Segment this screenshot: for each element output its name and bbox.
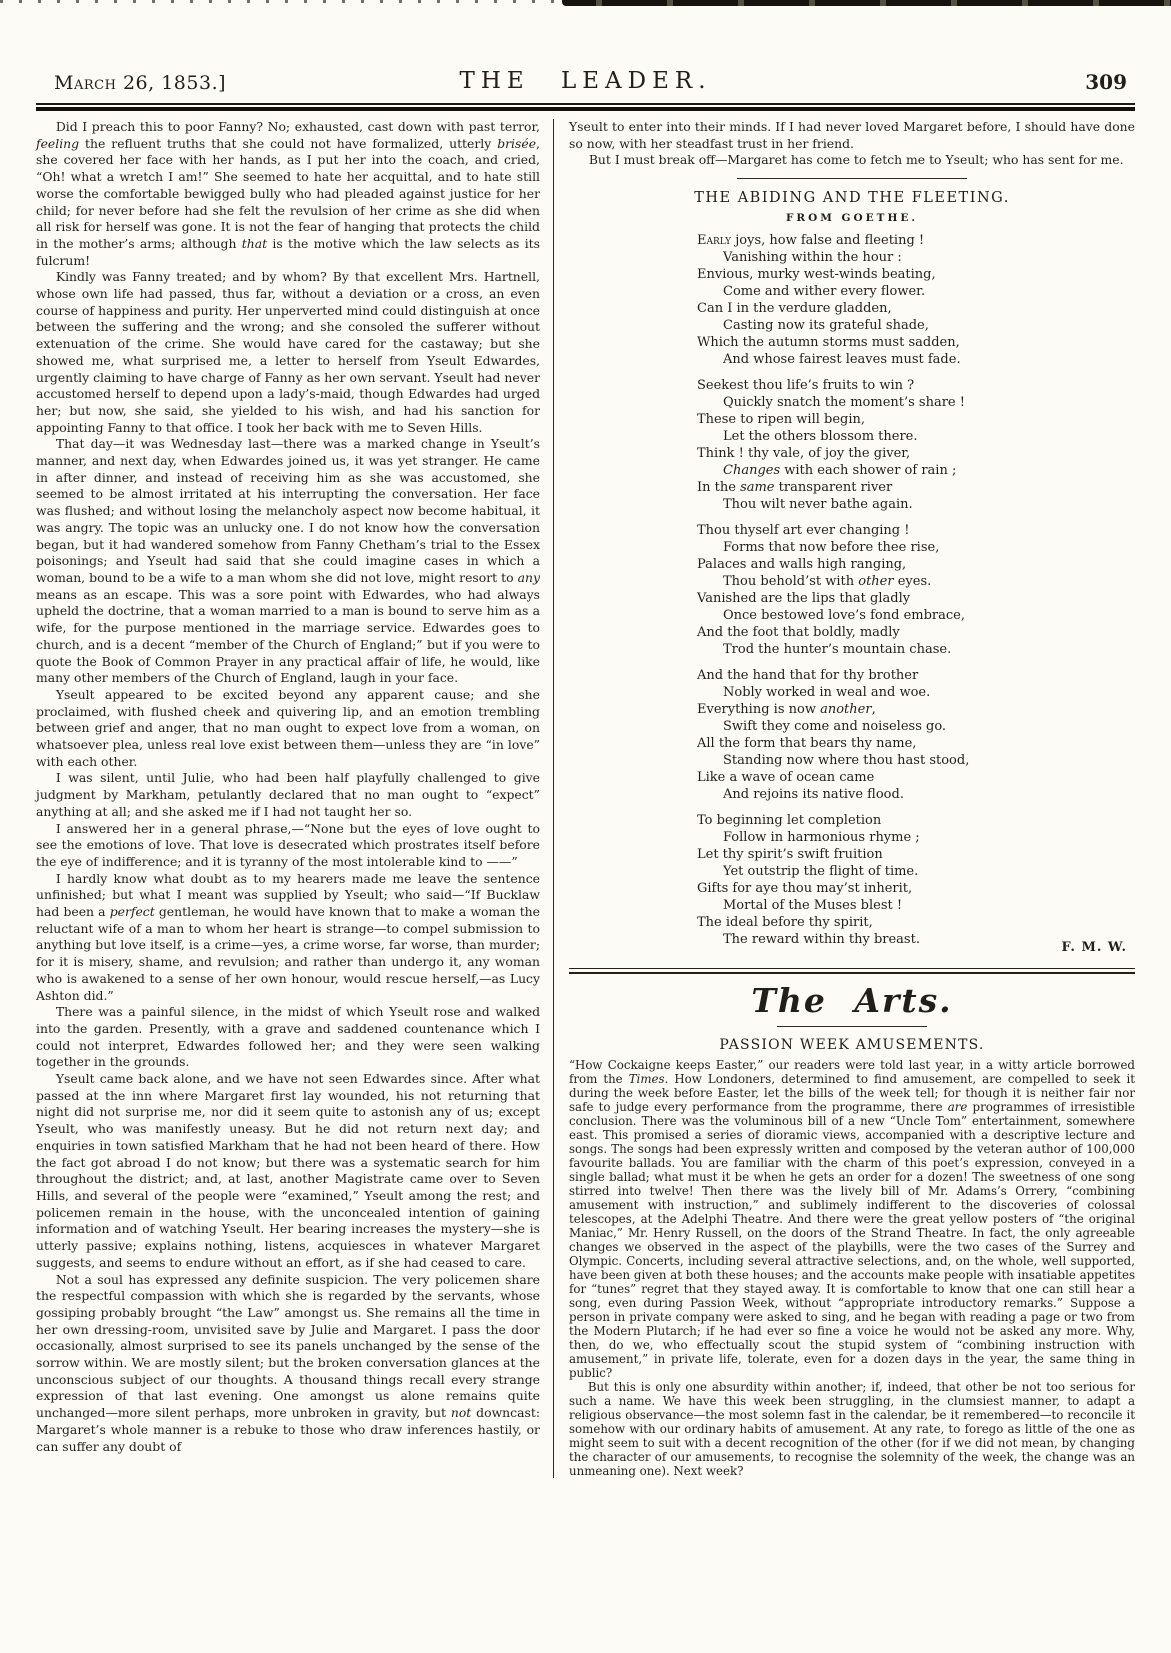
poem-line: Mortal of the Muses blest !	[723, 898, 903, 914]
page-number: 309	[1085, 70, 1127, 94]
poem-line: Like a wave of ocean came	[697, 770, 875, 786]
poem-line: Swift they come and noiseless go.	[723, 719, 947, 735]
section-double-rule	[569, 968, 1135, 974]
poem-line: Changes with each shower of rain ;	[723, 463, 957, 479]
poem-section	[569, 190, 1135, 955]
poem-stanza	[697, 232, 1135, 368]
poem-line: These to ripen will begin,	[697, 412, 866, 428]
article-paragraph: “How Cockaigne keeps Easter,” our readers were told last year, in a witty article borrowed from the Times. How Londoners, determined to find amusement, are compelled to seek it during the week before Easter, let the bills of the week tell; for though it is neither fair nor safe to judge every performance from the programme, there are programmes of irresistible conclusion. There was the voluminous bill of a new “Uncle Tom” entertainment, somewhere east. This promised a series of dioramic views, accompanied with a descriptive lecture and songs. The songs had been expressly written and composed by the veteran author of 100,000 favourite ballads. You are familiar with the charm of this poet’s expression, conveyed in a single ballad; what must it be when he gets an order for a dozen! The sweetness of one song stirred into twelve! Then there was the lively bill of Mr. Adams’s Orrery, “combining amusement with instruction,” and sublimely indifferent to the discoveries of colossal telescopes, at the Adelphi Theatre. And there were the great yellow posters of “the original Maniac,” Mr. Henry Russell, on the doors of the Strand Theatre. In fact, the only agreeable changes we observed in the aspect of the playbills, were the two cases of the Surrey and Olympic. Concerts, including several attractive selections, and, on the whole, well supported, have been given at both these houses; and the accounts make people with insatiable appetites for “tunes” regret that they stayed away. It is comfortable to know that one can still hear a song, even during Passion Week, without “appropriate introductory remarks.” Suppose a person in private company were asked to sing, and he began with reading a page or two from the Modern Plutarch; if he had ever so fine a voice he would not be asked any more. Why, then, do we, who effectually scout the stupid system of “combining instruction with amusement,” in private life, tolerate, even for a dozen days in the year, the same thing in public?	[569, 1058, 1135, 1381]
poem-attribution: FROM GOETHE.	[785, 212, 919, 225]
article-body	[569, 1058, 1135, 1478]
story-paragraph: That day—it was Wednesday last—there was a marked change in Yseult’s manner, and next day, when Edwardes joined us, it was yet stranger. He came in after dinner, and instead of receiving him as she was accustomed, she seemed to be almost irritated at his interrupting the conversation. Her face was flushed; and without losing the melancholy aspect now become habitual, it was angry. The topic was an unlucky one. I do not know how the conversation began, but it had wandered somehow from Fanny Chetham’s trial to the Essex poisonings; and Yseult had said that she could imagine cases in which a woman, bound to be a wife to a man whom she did not love, might resort to any means as an escape. This was a sore point with Edwardes, who had always upheld the doctrine, that a woman married to a man is bound to serve him as a wife, for the purpose mentioned in the marriage service. Edwardes goes to church, and is a decent “member of the Church of England;” but if you were to quote the Book of Common Prayer in any practical affair of life, he would, like many other members of the Church of England, laugh in your face.	[36, 436, 540, 686]
poem-line: The ideal before thy spirit,	[697, 915, 873, 931]
article-paragraph: But this is only one absurdity within another; if, indeed, that other be not too serious for such a name. We have this week been struggling, in the clumsiest manner, to adapt a religious observance—the most solemn fast in the calendar, be it remembered—to reconcile it somehow with our ordinary habits of amusement. At any rate, to forego as little of the one as might seem to suit with a decent recognition of the other (for if we did not mean, by changing the character of our amusements, to recognise the solemnity of the week, the change was an unmeaning one). Next week?	[569, 1380, 1135, 1479]
poem-body	[697, 232, 1135, 948]
poem-line: Standing now where thou hast stood,	[723, 753, 970, 769]
poem-line: Think ! thy vale, of joy the giver,	[697, 446, 911, 462]
poem-line: Trod the hunter’s mountain chase.	[723, 642, 952, 658]
story-continuation	[569, 119, 1135, 169]
poem-line: And whose fairest leaves must fade.	[723, 352, 961, 368]
poem-title: THE ABIDING AND THE FLEETING.	[694, 190, 1010, 207]
story-paragraph: I answered her in a general phrase,—“None but the eyes of love ought to see the emotions of love. That love is desecrated which prostrates itself before the eye of indifference; and it is tyranny of the most intolerable kind to ——”	[36, 820, 540, 869]
story-paragraph: Yseult to enter into their minds. If I had never loved Margaret before, I should have done so now, with her steadfast trust in her friend.	[569, 119, 1135, 151]
poem-line: Thou thyself art ever changing !	[697, 523, 910, 539]
right-column	[554, 119, 1135, 1478]
poem-line: Let thy spirit’s swift fruition	[697, 847, 883, 863]
poem-line: Once bestowed love’s fond embrace,	[723, 608, 965, 624]
header-double-rule	[36, 103, 1135, 111]
masthead	[38, 60, 1133, 94]
poem-line: Vanished are the lips that gladly	[697, 591, 911, 607]
poem-line: And the hand that for thy brother	[697, 668, 919, 684]
story-paragraph: But I must break off—Margaret has come to fetch me to Yseult; who has sent for me.	[588, 152, 1124, 168]
poem-line: And the foot that boldly, madly	[697, 625, 900, 641]
poem-line: Follow in harmonious rhyme ;	[723, 830, 920, 846]
issue-date: March 26, 1853.]	[54, 72, 227, 94]
story-paragraph: Did I preach this to poor Fanny? No; exhausted, cast down with past terror, feeling the refluent truths that she could not have formalized, utterly brisée, she covered her face with her hands, as I put her into the coach, and cried, “Oh! what a wretch I am!” She seemed to hate her acquittal, and to hate still worse the comfortable bewigged bully who had pleaded against justice for her child; for never before had she felt the revulsion of her crime as she did when all risk for herself was gone. It is not the fear of hanging that protects the child in the mother’s arms; although that is the motive which the law selects as its fulcrum!	[36, 119, 541, 268]
story-paragraph: Yseult appeared to be excited beyond any apparent cause; and she proclaimed, with flushed cheek and quivering lip, and an emotion trembling between grief and anger, that no man ought to expect love from a woman, on whatsoever plea, unless real love exist between them—unless they are “in love” with each other.	[36, 686, 540, 769]
story-paragraph: I hardly know what doubt as to my hearers made me leave the sentence unfinished; but what I meant was supplied by Yseult; who said—“If Bucklaw had been a perfect gentleman, he would have known that to make a woman the reluctant wife of a man to whom her heart is strange—to compel submission to anything but love itself, is a crime—yes, a crime worse, far worse, than murder; for it is misery, shame, and revulsion; and rather than undergo it, any woman who is awakened to a sense of her own honour, would rescue herself,—as Lucy Ashton did.”	[36, 870, 540, 1003]
poem-line: Let the others blossom there.	[723, 429, 918, 445]
poem-line: Seekest thou life’s fruits to win ?	[697, 378, 915, 394]
poem-line: Quickly snatch the moment’s share !	[723, 395, 965, 411]
poem-stanza	[697, 812, 1135, 948]
poem-line: Vanishing within the hour :	[723, 250, 902, 266]
poem-line: Early joys, how false and fleeting !	[697, 233, 925, 249]
poem-line: And rejoins its native flood.	[723, 787, 904, 803]
poem-line: Nobly worked in weal and woe.	[723, 685, 931, 701]
poem-line: To beginning let completion	[697, 813, 882, 829]
poem-line: All the form that bears thy name,	[697, 736, 917, 752]
poem-line: Everything is now another,	[697, 702, 876, 718]
poem-line: Envious, murky west-winds beating,	[697, 267, 936, 283]
poem-line: In the same transparent river	[697, 480, 893, 496]
poem-line: Palaces and walls high ranging,	[697, 557, 907, 573]
left-column	[36, 119, 553, 1478]
story-paragraph: There was a painful silence, in the midst of which Yseult rose and walked into the garden. Presently, with a grave and saddened countenance which I could not interpret, Edwardes followed her; and they were seen walking together in the grounds.	[36, 1004, 540, 1070]
story-paragraph: Not a soul has expressed any definite suspicion. The very policemen share the respectful compassion with which she is regarded by the servants, whose gossiping probably brought “the Law” amongst us. She remains all the time in her own dressing-room, unvisited save by Julie and Margaret. I pass the door occasionally, almost surprised to see its panels unchanged by the sense of the sorrow within. We are mostly silent; but the broken conversation glances at the unconscious subject of our thoughts. A thousand things recall every strange expression of that last evening. One amongst us alone remains quite unchanged—more silent perhaps, more unbroken in gravity, but not downcast: Margaret’s whole manner is a rebuke to those who draw inferences hastily, or can suffer any doubt of	[36, 1271, 540, 1454]
poem-line: Thou wilt never bathe again.	[723, 497, 913, 513]
poem-line: Casting now its grateful shade,	[723, 318, 929, 334]
poem-line: Come and wither every flower.	[723, 284, 926, 300]
story-paragraph: I was silent, until Julie, who had been half playfully challenged to give judgment by Markham, petulantly declared that no man ought to “expect” anything at all; and she asked me if I had not taught her so.	[36, 770, 540, 819]
poem-line: Can I in the verdure gladden,	[697, 301, 892, 317]
masthead-title: THE LEADER.	[459, 68, 712, 94]
poem-line: Yet outstrip the flight of time.	[723, 864, 919, 880]
poem-line: The reward within thy breast.	[723, 932, 920, 948]
text-columns	[36, 119, 1135, 1478]
story-paragraph: Kindly was Fanny treated; and by whom? By that excellent Mrs. Hartnell, whose own life had passed, thus far, without a deviation or a cross, an even course of happiness and purity. Her unperverted mind could distinguish at once between the suffering and the wrong; and she consoled the sufferer without extenuation of the crime. She would have cared for the castaway; but she showed me, what surprised me, a letter to herself from Yseult Edwardes, urgently claiming to have charge of Fanny as her own servant. Yseult had never accustomed herself to depend upon a lady’s-maid, though Edwardes had urged her; but now, she said, she yielded to his wish, and had his sanction for appointing Fanny to that office. I took her back with me to Seven Hills.	[36, 269, 540, 435]
poem-stanza	[697, 667, 1135, 803]
poem-stanza	[697, 522, 1135, 658]
scan-torn-edge	[0, 0, 1171, 7]
story-paragraph: Yseult came back alone, and we have not seen Edwardes since. After what passed at the inn where Margaret first lay wounded, his not returning that night did not surprise me, nor did it seem quite to astonish any of us; except Yseult, who was manifestly uneasy. But he did not return next day; and enquiries in town satisfied Markham that he had not been heard of there. How the fact got abroad I do not know; but there was a systematic search for him throughout the district; and, at last, another Magistrate came over to Seven Hills, and several of the people were “examined,” Yseult among the rest; and policemen remain in the house, with the unconcealed intention of gaining information and of watching Yseult. Her bearing increases the mystery—she is utterly passive; explains nothing, listens, acquiesces in whatever Margaret suggests, and seems to endure without an effort, as if she had ceased to care.	[36, 1071, 540, 1270]
poem-line: Forms that now before thee rise,	[723, 540, 940, 556]
arts-header-rule	[777, 1026, 927, 1027]
article-title: PASSION WEEK AMUSEMENTS.	[719, 1037, 985, 1054]
poem-line: Gifts for aye thou may’st inherit,	[697, 881, 913, 897]
poem-stanza	[697, 377, 1135, 513]
arts-section-header: The Arts.	[751, 981, 953, 1021]
poem-line: Which the autumn storms must sadden,	[697, 335, 960, 351]
poem-line: Thou behold’st with other eyes.	[723, 574, 932, 590]
poem-signature: F. M. W.	[1061, 940, 1127, 956]
scan-torn-edge-right	[562, 0, 1171, 6]
section-rule	[737, 178, 967, 179]
scan-torn-edge-left	[0, 0, 562, 3]
